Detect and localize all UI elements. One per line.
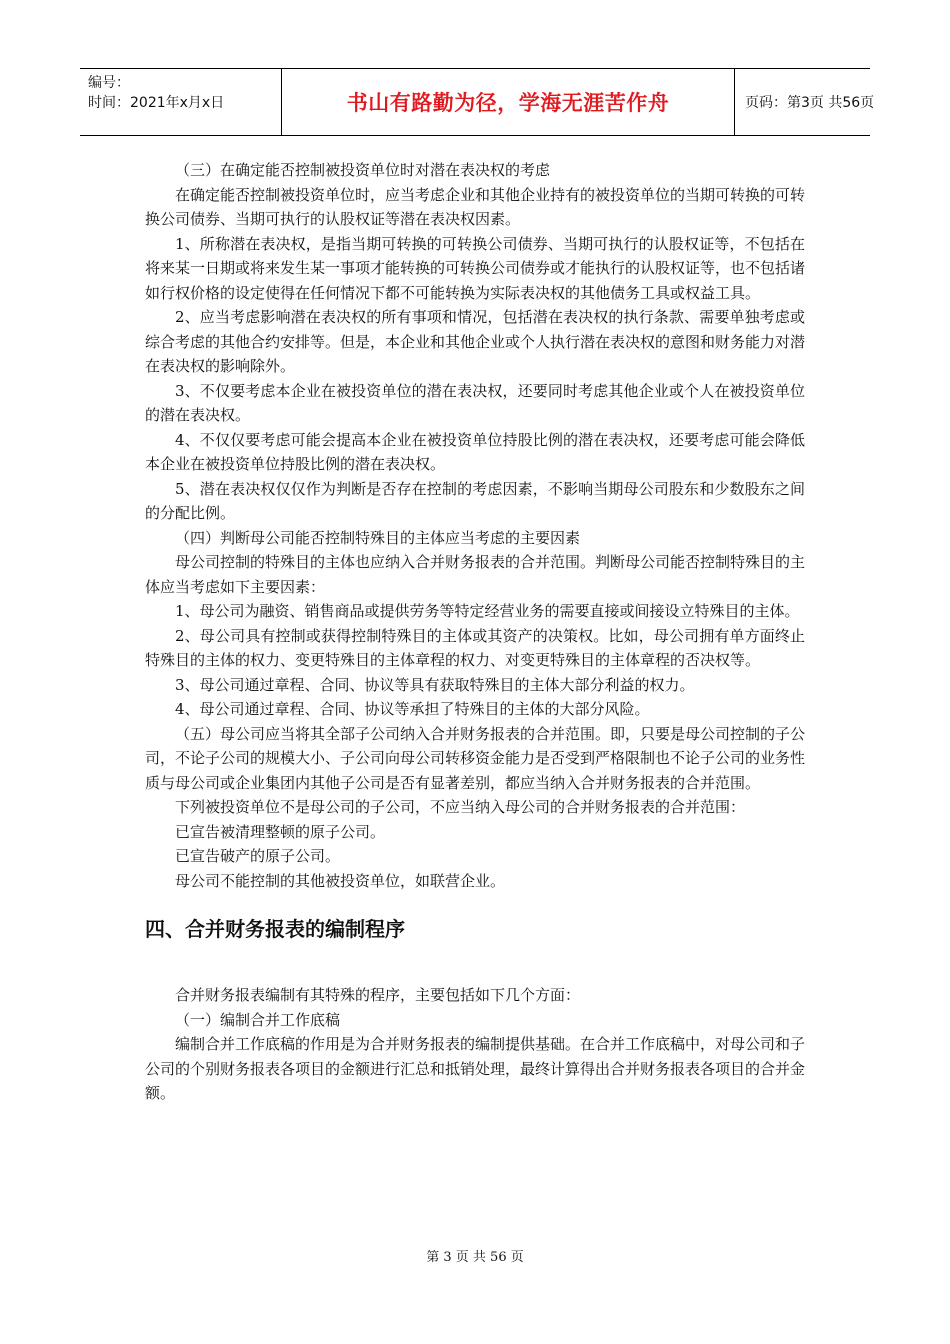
- section-4-item: 1、母公司为融资、销售商品或提供劳务等特定经营业务的需要直接或间接设立特殊目的主体。: [175, 602, 800, 620]
- section-4-heading: （四）判断母公司能否控制特殊目的主体应当考虑的主要因素: [175, 528, 581, 547]
- section-5-exclusion: 下列被投资单位不是母公司的子公司，不应当纳入母公司的合并财务报表的合并范围：: [175, 798, 746, 816]
- section-3-intro: 在确定能否控制被投资单位时，应当考虑企业和其他企业持有的被投资单位的当期可转换的可转换公司债券、当期可执行的认股权证等潜在表决权因素。: [145, 185, 806, 228]
- section-3-item: 5、潜在表决权仅仅作为判断是否存在控制的考虑因素，不影响当期母公司股东和少数股东之间的分配比例。: [145, 479, 805, 522]
- page-footer: 第 3 页 共 56 页: [426, 1250, 524, 1265]
- section-4-item: 4、母公司通过章程、合同、协议等承担了特殊目的主体的大部分风险。: [175, 700, 650, 718]
- chapter-4-intro: 合并财务报表编制有其特殊的程序，主要包括如下几个方面：: [175, 986, 581, 1004]
- section-5-exclusion: 母公司不能控制的其他被投资单位，如联营企业。: [175, 871, 506, 890]
- chapter-4-title: 四、合并财务报表的编制程序: [145, 917, 405, 941]
- section-3-item: 3、不仅要考虑本企业在被投资单位的潜在表决权，还要同时考虑其他企业或个人在被投资单位的潜在表决权。: [145, 381, 805, 424]
- doc-date-label: 时间：2021年x月x日: [88, 95, 225, 111]
- header-page-info: 页码：第3页 共56页: [745, 95, 875, 111]
- chapter-4-section-1-heading: （一）编制合并工作底稿: [175, 1010, 341, 1029]
- section-5-exclusion: 已宣告破产的原子公司。: [175, 847, 341, 865]
- section-4-item: 3、母公司通过章程、合同、协议等具有获取特殊目的主体大部分利益的权力。: [175, 675, 695, 694]
- header-motto: 书山有路勤为径，学海无涯苦作舟: [282, 69, 735, 135]
- document-body: [145, 158, 805, 1106]
- page-header: [80, 68, 875, 136]
- section-5-exclusion: 已宣告被清理整顿的原子公司。: [175, 822, 386, 841]
- section-5-paragraph: （五）母公司应当将其全部子公司纳入合并财务报表的合并范围。即，只要是母公司控制的子公司，不论子公司的规模大小、子公司向母公司转移资金能力是否受到严格限制也不论子公司的业务性质与母公司或企业集团内其他子公司是否有显著差别，都应当纳入合并财务报表的合并范围。: [145, 724, 806, 792]
- doc-number-label: 编号：: [88, 75, 130, 91]
- section-3-item: 4、不仅仅要考虑可能会提高本企业在被投资单位持股比例的潜在表决权，还要考虑可能会降低本企业在被投资单位持股比例的潜在表决权。: [145, 430, 805, 473]
- chapter-4-section-1-paragraph: 编制合并工作底稿的作用是为合并财务报表的编制提供基础。在合并工作底稿中，对母公司和子公司的个别财务报表各项目的金额进行汇总和抵销处理，最终计算得出合并财务报表各项目的合并金额。: [145, 1035, 806, 1102]
- section-3-heading: （三）在确定能否控制被投资单位时对潜在表决权的考虑: [175, 161, 551, 179]
- section-4-intro: 母公司控制的特殊目的主体也应纳入合并财务报表的合并范围。判断母公司能否控制特殊目的主体应当考虑如下主要因素：: [145, 553, 806, 596]
- section-4-item: 2、母公司具有控制或获得控制特殊目的主体或其资产的决策权。比如，母公司拥有单方面终止特殊目的主体的权力、变更特殊目的主体章程的权力、对变更特殊目的主体章程的否决权等。: [145, 626, 805, 669]
- header-meta: [80, 69, 282, 135]
- section-3-item: 2、应当考虑影响潜在表决权的所有事项和情况，包括潜在表决权的执行条款、需要单独考虑或综合考虑的其他合约安排等。但是，本企业和其他企业或个人执行潜在表决权的意图和财务能力对潜在表决权的影响除外。: [145, 308, 806, 375]
- section-3-item: 1、所称潜在表决权，是指当期可转换的可转换公司债券、当期可执行的认股权证等，不包括在将来某一日期或将来发生某一事项才能转换的可转换公司债券或才能执行的认股权证等，也不包括诸如行权价格的设定使得在任何情况下都不可能转换为实际表决权的其他债务工具或权益工具。: [145, 234, 806, 302]
